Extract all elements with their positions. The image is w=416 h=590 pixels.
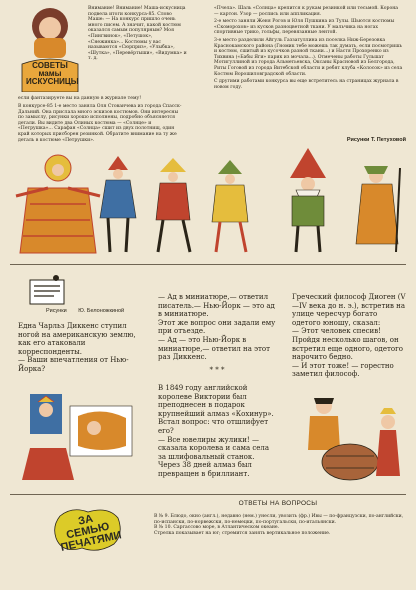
baba-yaga-figure	[356, 166, 400, 252]
caption-mid-author: Ю. Белоножкиной	[78, 308, 125, 314]
rubric-bottom-title: ЗА СЕМЬЮ ПЕЧАТЯМИ	[59, 512, 123, 554]
gnome-figure	[290, 148, 326, 252]
dickens-p3: — Ад в миниатюре,— ответил писатель.— Нью-Йорк — это ад в миниатюре.	[158, 293, 275, 319]
sun-costume-figure	[16, 155, 100, 253]
diogenes-col	[292, 293, 406, 379]
caption-mid	[46, 308, 156, 315]
answers-title: ОТВЕТЫ НА ВОПРОСЫ	[238, 500, 318, 507]
rubric-title: СОВЕТЫ мамы ИСКУСНИЦЫ	[26, 61, 79, 86]
caption-top: Рисунки Т. Петуховой	[346, 137, 406, 143]
right-para-3: 3-е место разделили Айгуль Газзатуллина из поселка Ниж-Березовка Краснокамского района (Гномик тебе можешь так думать, если посмотришь и костюм, сшитый из кусочков разной ткани...) и Настя Прохоренко из Тихвина («Бабы Яги» парик из мочала...). Отмечены работы Гульшат Мотигуллиной из города Альметьевска, Оксаны Красновой из Белгорода, Риты Гоговой из города Витебской области и ребят клуба «Колосок» из села Костюм Ворошиловградской области.	[214, 37, 403, 77]
diogenes-p4: — И этот тоже! — горестно заметил философ.	[292, 361, 394, 379]
costumes-illustration	[8, 148, 408, 260]
divider-top	[10, 264, 406, 265]
answers-line-3: Стрелка показывает на юг; стремится занять вертикальное положение.	[154, 530, 331, 536]
dickens-left-col	[18, 322, 138, 374]
article-top-right	[214, 6, 404, 90]
dickens-p2: — Ваши впечатления от Нью-Йорка?	[18, 356, 129, 373]
petrushka-figure	[100, 156, 136, 252]
newspaper-icon	[26, 274, 68, 308]
rubric-badge-bottom	[52, 506, 124, 554]
divider-bottom	[10, 494, 406, 495]
jester-figure-2	[212, 160, 248, 252]
dickens-p4: Этот же вопрос они задали ему при отъезде.	[158, 318, 276, 336]
diogenes-p3: Пройдя несколько шагов, он встретил еще одного, одетого нарочито бедно.	[292, 335, 403, 362]
right-para-2: 2-е место заняли Женя Рогов и Юля Пушкина из Тулы. Шьются костюмы «Скоморохов» из кусков разноцветной ткани. У мальчика на ногах спортивные трико, гольфы, перевязанные лентой.	[214, 19, 395, 36]
rubric-badge-top	[20, 4, 80, 92]
intro-text: Внимание! Внимание! Маша-искусница подвела итоги конкурса-85. Слово Маше: — На конкурс пришло очень много писем. А значит, какой костюм оказался самым популярным? Моя «Пингвинок», «Петушок», «Снежинка»... Костюмы у вас называются «Сюрприз», «Улыбка», «Шутка», «Перевёртыши», «Видумка» и т. д.	[88, 6, 187, 62]
victoria-p2: — Все ювелиры жулики! — сказала королева и сама села за шлифовальный станок. Через 38 дней алмаз был превращен в бриллиант.	[158, 435, 270, 478]
article-top-left-main: В конкурсе-85 1-е место заняла Оля Стованчева из города Спасск-Дальний. Она прислала много эскизов костюмов. Они интересны по замыслу, рисунки хорошо исполнены, подробно объясняется детали. Вы видите два Олиных костюма — «Солнце» и «Петрушка»... Сарафан «Солнца» сшит из двух полотнищ, один край которых присборен резинкой. Обратите внимание на ту же деталь в костюме «Петрушки».	[18, 104, 182, 143]
jester-figure-1	[156, 158, 190, 252]
answers-body	[154, 514, 404, 536]
diogenes-p1: Греческий философ Диоген (V—IV века до н. э.), встретив на улице чересчур богато одетого юношу, сказал:	[292, 293, 406, 327]
right-para-4: С другими работами конкурса вы еще встретитесь на страницах журнала в новом году.	[214, 79, 399, 90]
answers-line-1: В № 9. Блюдо, окно (англ.), недавно (нем.) унесли, увозить (фр.) Ивы — по-французски, по-английски, по-испански, по-норвежски, по-немецки, по-португальски, по-итальянски.	[154, 514, 404, 525]
queen-illustration	[22, 388, 140, 480]
right-para-1: «Пчела». Шаль «Солнца» крепится к рукам резинкой или тесьмой. Корона — картон. Узор — роспись или аппликация.	[214, 6, 399, 17]
separator: * * *	[209, 365, 225, 374]
costumes-drawing	[8, 148, 408, 260]
diogenes-illustration	[292, 384, 406, 484]
victoria-p1: В 1849 году английской королеве Виктории был преподнесен в подарок крупнейший алмаз «Кохинур». Встал вопрос: что отшлифует его?	[158, 384, 274, 435]
dickens-p5: — Ад — это Нью-Йорк в миниатюре,— ответил на этот раз Диккенс.	[158, 335, 270, 362]
answers-line-2: В № 10. Саргассово море, в Атлантическом океане.	[154, 525, 280, 531]
diogenes-p2: — Этот человек спесив!	[292, 327, 381, 336]
victoria-col	[158, 384, 276, 479]
article-top-left-extra: если фантазируете вы на данную в журнале тему!	[18, 96, 142, 101]
dickens-p1: Една Чарльз Диккенс ступил ногой на американскую землю, как его атаковали корреспонденты.	[18, 322, 136, 356]
dickens-mid-col	[158, 293, 276, 374]
caption-mid-label: Рисунки	[46, 308, 67, 314]
article-top-left-intro	[88, 6, 187, 62]
